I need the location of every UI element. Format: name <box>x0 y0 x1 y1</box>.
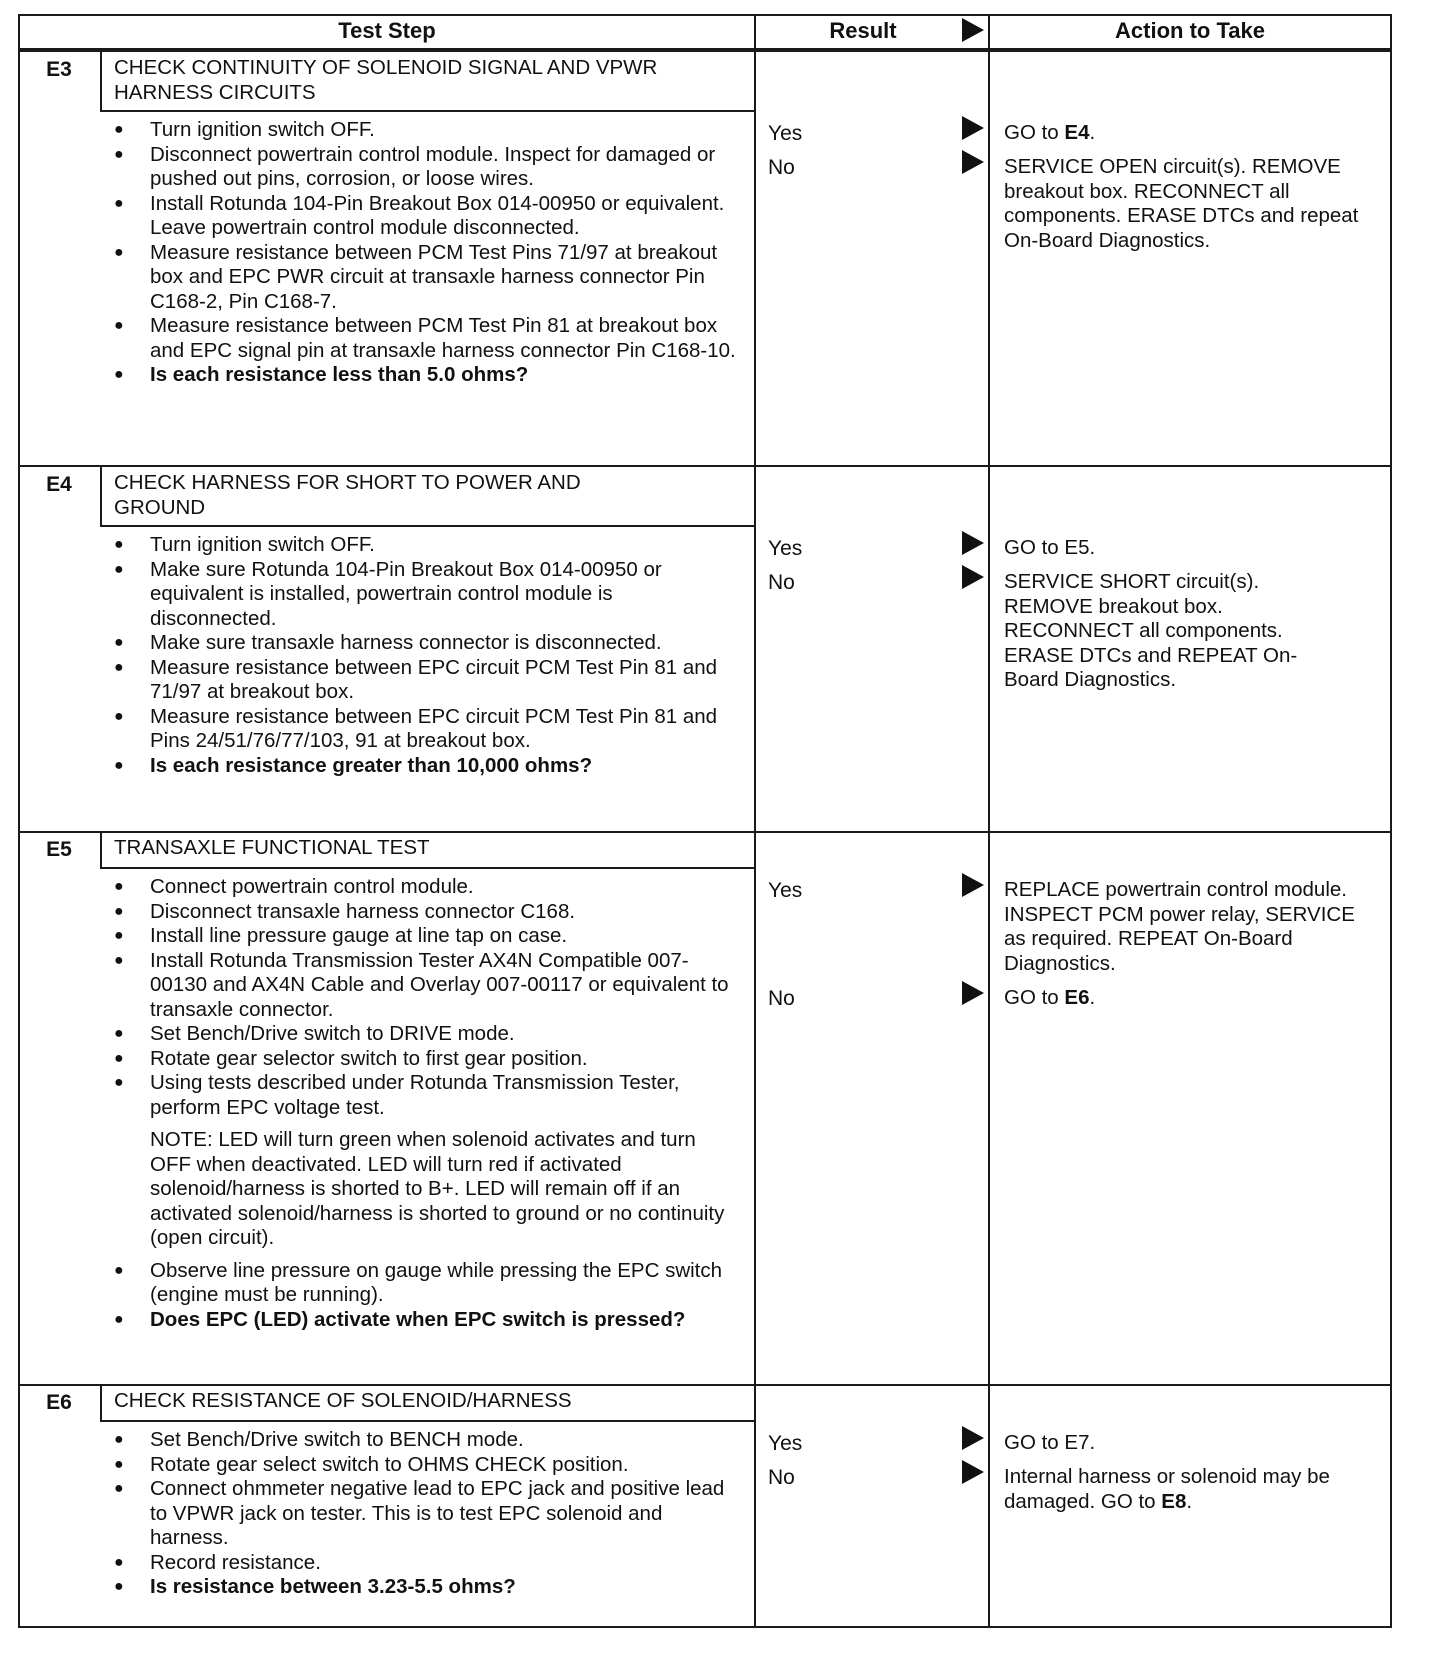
title-divider <box>100 1420 754 1422</box>
action-no: SERVICE SHORT circuit(s). REMOVE breakout box. RECONNECT all components. ERASE DTCs and REPEAT On-Board Diagnostics. <box>1004 570 1298 691</box>
step-code: E6 <box>46 1391 72 1414</box>
result-arrow-icon <box>962 116 984 140</box>
row-divider <box>18 831 1392 833</box>
list-item: ● Set Bench/Drive switch to DRIVE mode. <box>112 1022 742 1047</box>
action-yes <box>1004 1431 1384 1456</box>
list-item: ● Rotate gear select switch to OHMS CHECK position. <box>112 1453 742 1478</box>
step-list <box>112 533 742 778</box>
list-item: ● Connect powertrain control module. <box>112 875 742 900</box>
action-ref: E7 <box>1064 1431 1090 1454</box>
list-item: ● Using tests described under Rotunda Transmission Tester, perform EPC voltage test. <box>112 1071 742 1120</box>
header-arrow-icon <box>962 18 984 42</box>
list-item: ● Observe line pressure on gauge while pressing the EPC switch (engine must be running). <box>112 1259 742 1308</box>
action-text: . <box>1089 121 1096 144</box>
header-action: Action to Take <box>988 14 1392 50</box>
list-item: ● Turn ignition switch OFF. <box>112 118 742 143</box>
action-no <box>1004 1465 1374 1514</box>
result-no: No <box>768 1466 795 1489</box>
result-no: No <box>768 156 795 179</box>
row-divider <box>18 1384 1392 1386</box>
action-yes: REPLACE powertrain control module. INSPECT PCM power relay, SERVICE as required. REPEAT On-Board Diagnostics. <box>1004 878 1355 975</box>
header-result: Result <box>755 14 989 50</box>
code-divider <box>100 831 102 867</box>
list-item: ● Turn ignition switch OFF. <box>112 533 742 558</box>
list-item: ● Connect ohmmeter negative lead to EPC jack and positive lead to VPWR jack on tester. This is to test EPC solenoid and harness. <box>112 1477 742 1551</box>
title-divider <box>100 110 754 112</box>
result-yes: Yes <box>768 1432 803 1455</box>
list-item: ● Measure resistance between PCM Test Pin 81 at breakout box and EPC signal pin at transaxle harness connector Pin C168-10. <box>112 314 742 363</box>
header-test-step: Test Step <box>18 14 756 50</box>
action-yes <box>1004 536 1384 561</box>
step-list <box>112 1428 742 1600</box>
action-text: GO to <box>1004 1431 1065 1454</box>
result-arrow-icon <box>962 981 984 1005</box>
action-text: . <box>1089 986 1096 1009</box>
diagnostic-table <box>18 14 1392 1628</box>
result-yes: Yes <box>768 122 803 145</box>
list-item: ● Install line pressure gauge at line tap on case. <box>112 924 742 949</box>
code-divider <box>100 50 102 110</box>
step-title: CHECK RESISTANCE OF SOLENOID/HARNESS <box>114 1389 572 1412</box>
list-item: ● Set Bench/Drive switch to BENCH mode. <box>112 1428 742 1453</box>
result-arrow-icon <box>962 1426 984 1450</box>
result-no: No <box>768 571 795 594</box>
action-no <box>1004 986 1384 1011</box>
title-divider <box>100 525 754 527</box>
step-title: CHECK CONTINUITY OF SOLENOID SIGNAL AND VPWR HARNESS CIRCUITS <box>114 56 658 104</box>
result-yes: Yes <box>768 879 803 902</box>
result-arrow-icon <box>962 873 984 897</box>
action-text: GO to <box>1004 986 1065 1009</box>
action-ref: E4 <box>1064 121 1090 144</box>
result-yes: Yes <box>768 537 803 560</box>
list-item: ● Make sure Rotunda 104-Pin Breakout Box 014-00950 or equivalent is installed, powertrain control module is disconnected. <box>112 558 742 632</box>
list-item: ● Rotate gear selector switch to first gear position. <box>112 1047 742 1072</box>
action-text: . <box>1089 1431 1096 1454</box>
list-item: ● Record resistance. <box>112 1551 742 1576</box>
result-arrow-icon <box>962 565 984 589</box>
list-item: ● Make sure transaxle harness connector is disconnected. <box>112 631 742 656</box>
title-divider <box>100 867 754 869</box>
step-code: E4 <box>46 473 72 496</box>
action-text: GO to <box>1004 121 1065 144</box>
action-ref: E8 <box>1161 1489 1187 1513</box>
action-yes <box>1004 121 1384 146</box>
row-divider <box>18 465 1392 467</box>
step-question: ● Is resistance between 3.23-5.5 ohms? <box>112 1575 742 1600</box>
step-question: ● Is each resistance greater than 10,000 ohms? <box>112 754 742 779</box>
row-divider <box>18 50 1392 52</box>
list-item: ● Install Rotunda Transmission Tester AX4N Compatible 007-00130 and AX4N Cable and Overlay 007-00117 or equivalent to transaxle connector. <box>112 949 742 1023</box>
list-item: ● Measure resistance between PCM Test Pins 71/97 at breakout box and EPC PWR circuit at transaxle harness connector Pin C168-2, Pin C168-7. <box>112 241 742 315</box>
action-text: GO to <box>1004 536 1065 559</box>
list-item: ● Disconnect powertrain control module. Inspect for damaged or pushed out pins, corrosion, or loose wires. <box>112 143 742 192</box>
result-no: No <box>768 987 795 1010</box>
result-arrow-icon <box>962 1460 984 1484</box>
code-divider <box>100 465 102 525</box>
step-list <box>112 875 742 1120</box>
action-text: . <box>1186 1489 1193 1513</box>
step-body <box>112 875 742 1332</box>
step-question: ● Is each resistance less than 5.0 ohms? <box>112 363 742 388</box>
list-item: ● Measure resistance between EPC circuit PCM Test Pin 81 and 71/97 at breakout box. <box>112 656 742 705</box>
result-arrow-icon <box>962 150 984 174</box>
action-ref: E6 <box>1064 986 1090 1009</box>
action-text: Internal harness or solenoid may be damaged. GO to <box>1004 1465 1330 1513</box>
list-item: ● Disconnect transaxle harness connector C168. <box>112 900 742 925</box>
step-title: CHECK HARNESS FOR SHORT TO POWER AND GROUND <box>114 471 581 519</box>
step-question: ● Does EPC (LED) activate when EPC switch is pressed? <box>112 1308 742 1333</box>
step-code: E5 <box>46 838 72 861</box>
step-list <box>112 1259 742 1333</box>
code-divider <box>100 1384 102 1420</box>
action-ref: E5 <box>1064 536 1090 559</box>
note-text: NOTE: LED will turn green when solenoid activates and turn OFF when deactivated. LED will turn red if activated solenoid/harness is shorted to B+. LED will remain off if an activated solenoid/harness is shorted to ground or no continuity (open circuit). <box>150 1128 725 1249</box>
list-item: ● Install Rotunda 104-Pin Breakout Box 014-00950 or equivalent. Leave powertrain control module disconnected. <box>112 192 742 241</box>
result-arrow-icon <box>962 531 984 555</box>
step-code: E3 <box>46 58 72 81</box>
action-no: SERVICE OPEN circuit(s). REMOVE breakout box. RECONNECT all components. ERASE DTCs and repeat On-Board Diagnostics. <box>1004 155 1359 252</box>
list-item: ● Measure resistance between EPC circuit PCM Test Pin 81 and Pins 24/51/76/77/103, 91 at breakout box. <box>112 705 742 754</box>
action-text: . <box>1089 536 1096 559</box>
step-list <box>112 118 742 388</box>
step-title: TRANSAXLE FUNCTIONAL TEST <box>114 836 430 859</box>
